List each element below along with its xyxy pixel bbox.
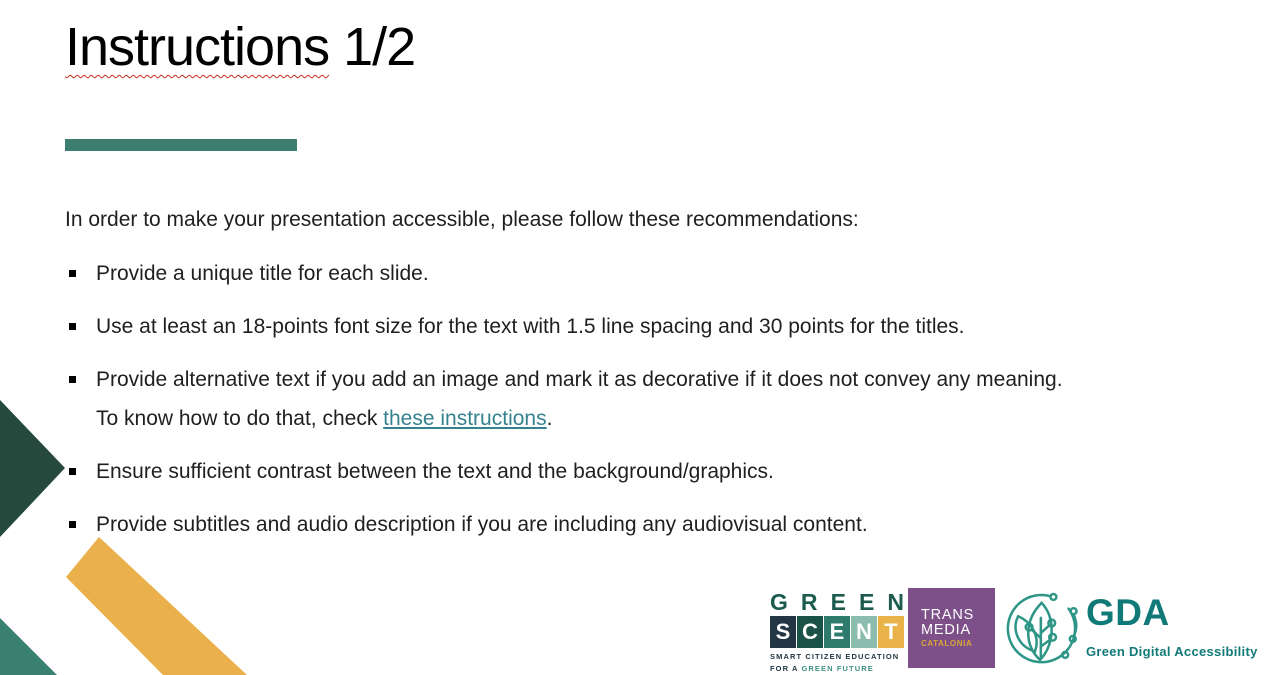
slide-title xyxy=(65,14,415,82)
gs-tile: E xyxy=(824,616,850,648)
gs-tile: T xyxy=(878,616,904,648)
gs-letter: R xyxy=(800,589,818,615)
greenscent-tagline2-prefix: FOR A xyxy=(770,664,802,673)
gs-tile: S xyxy=(770,616,796,648)
gs-tile: C xyxy=(797,616,823,648)
teal-corner-triangle xyxy=(0,618,57,675)
these-instructions-link[interactable]: these instructions xyxy=(383,407,547,430)
gda-abbr: GDA xyxy=(1086,592,1170,633)
greenscent-logo xyxy=(770,590,904,673)
bullet-square-icon xyxy=(69,521,76,528)
greenscent-word-scent xyxy=(770,616,904,648)
bullet-item-alt-text xyxy=(65,366,1063,394)
gda-plant-circuit-icon xyxy=(998,586,1082,670)
gs-letter: G xyxy=(770,589,788,615)
bullet-item-contrast xyxy=(65,458,774,486)
gs-letter: N xyxy=(887,589,904,615)
bullet-item-unique-title xyxy=(65,260,429,288)
bullet-square-icon xyxy=(69,270,76,277)
bullet-item-alt-text-line2 xyxy=(65,405,552,433)
bullet-text: . xyxy=(546,407,553,430)
greenscent-tagline1: SMART CITIZEN EDUCATION xyxy=(770,652,900,661)
bullet-square-icon xyxy=(69,376,76,383)
transmedia-line3: CATALONIA xyxy=(921,639,973,648)
dark-green-triangle xyxy=(0,400,65,537)
gs-letter: E xyxy=(858,589,875,615)
gda-name: Green Digital Accessibility xyxy=(1086,644,1258,659)
gs-tile: N xyxy=(851,616,877,648)
slide-title-number: 1/2 xyxy=(329,17,416,77)
title-accent-bar xyxy=(65,139,297,151)
bullet-square-icon xyxy=(69,323,76,330)
bullet-item-font-size xyxy=(65,313,965,341)
transmedia-catalonia-logo xyxy=(908,588,995,668)
bullet-item-subtitles xyxy=(65,511,868,539)
bullet-text: To know how to do that, check xyxy=(96,407,384,430)
bullet-text: Use at least an 18-points font size for the text with 1.5 line spacing and 30 points for the titles. xyxy=(96,315,965,338)
bullet-text: Provide alternative text if you add an image and mark it as decorative if it does not convey any meaning. xyxy=(96,368,1063,391)
transmedia-line1: TRANS xyxy=(921,607,975,623)
bullet-square-icon xyxy=(69,468,76,475)
greenscent-tagline2 xyxy=(770,664,904,673)
transmedia-line2: MEDIA xyxy=(921,621,971,638)
gs-letter: E xyxy=(830,589,846,615)
intro-text: In order to make your presentation accessible, please follow these recommendations: xyxy=(65,208,859,231)
yellow-diagonal-band xyxy=(66,537,247,675)
greenscent-word-green xyxy=(770,590,904,615)
slide-title-word: Instructions xyxy=(65,17,330,77)
bullet-text: Ensure sufficient contrast between the text and the background/graphics. xyxy=(96,460,774,483)
bullet-text: Provide a unique title for each slide. xyxy=(96,262,429,285)
greenscent-tagline2-highlight: GREEN FUTURE xyxy=(801,664,874,673)
bullet-text: Provide subtitles and audio description if you are including any audiovisual content. xyxy=(96,513,868,536)
